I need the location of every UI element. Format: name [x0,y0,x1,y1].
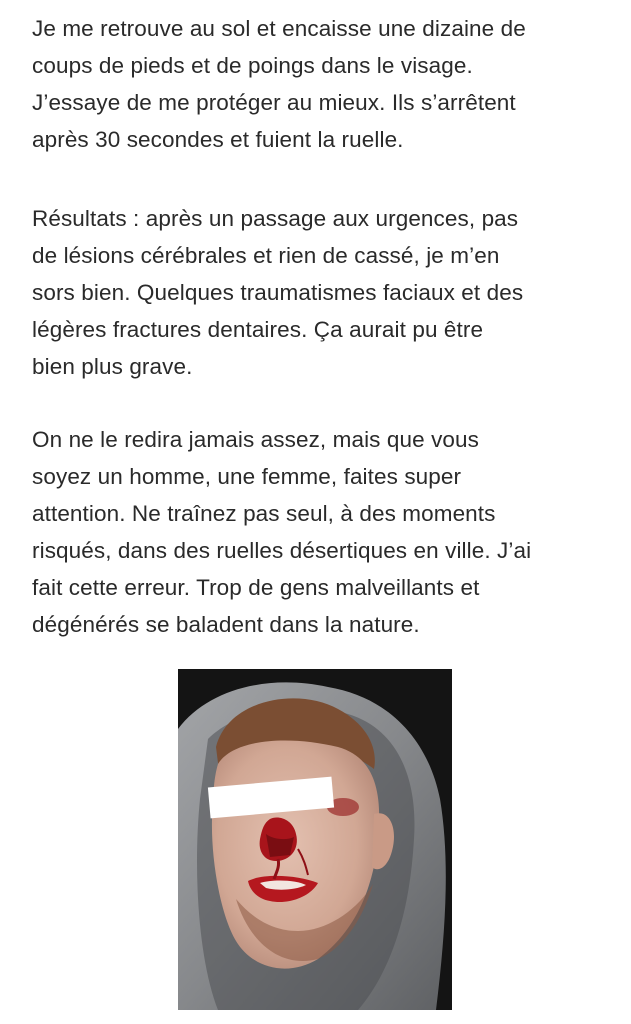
paragraph-assault: Je me retrouve au sol et encaisse une dizaine de coups de pieds et de poings dans le visage. J’essaye de me protéger au mieux. Ils s’arrêtent après 30 secondes et fuient la ruelle. [32,16,526,152]
paragraph-results: Résultats : après un passage aux urgences, pas de lésions cérébrales et rien de cassé, je m’en sors bien. Quelques traumatismes faciaux et des légères fractures dentaires. Ça aurait pu être bien plus grave. [32,206,524,379]
injury-photo-illustration [178,669,452,1010]
injury-photo [178,669,452,1010]
paragraph-warning: On ne le redira jamais assez, mais que vous soyez un homme, une femme, faites super attention. Ne traînez pas seul, à des moments risqués, dans des ruelles désertiques en ville. J’ai fait cette erreur. Trop de gens malveillants et dégénérés se baladent dans la nature. [32,427,532,637]
